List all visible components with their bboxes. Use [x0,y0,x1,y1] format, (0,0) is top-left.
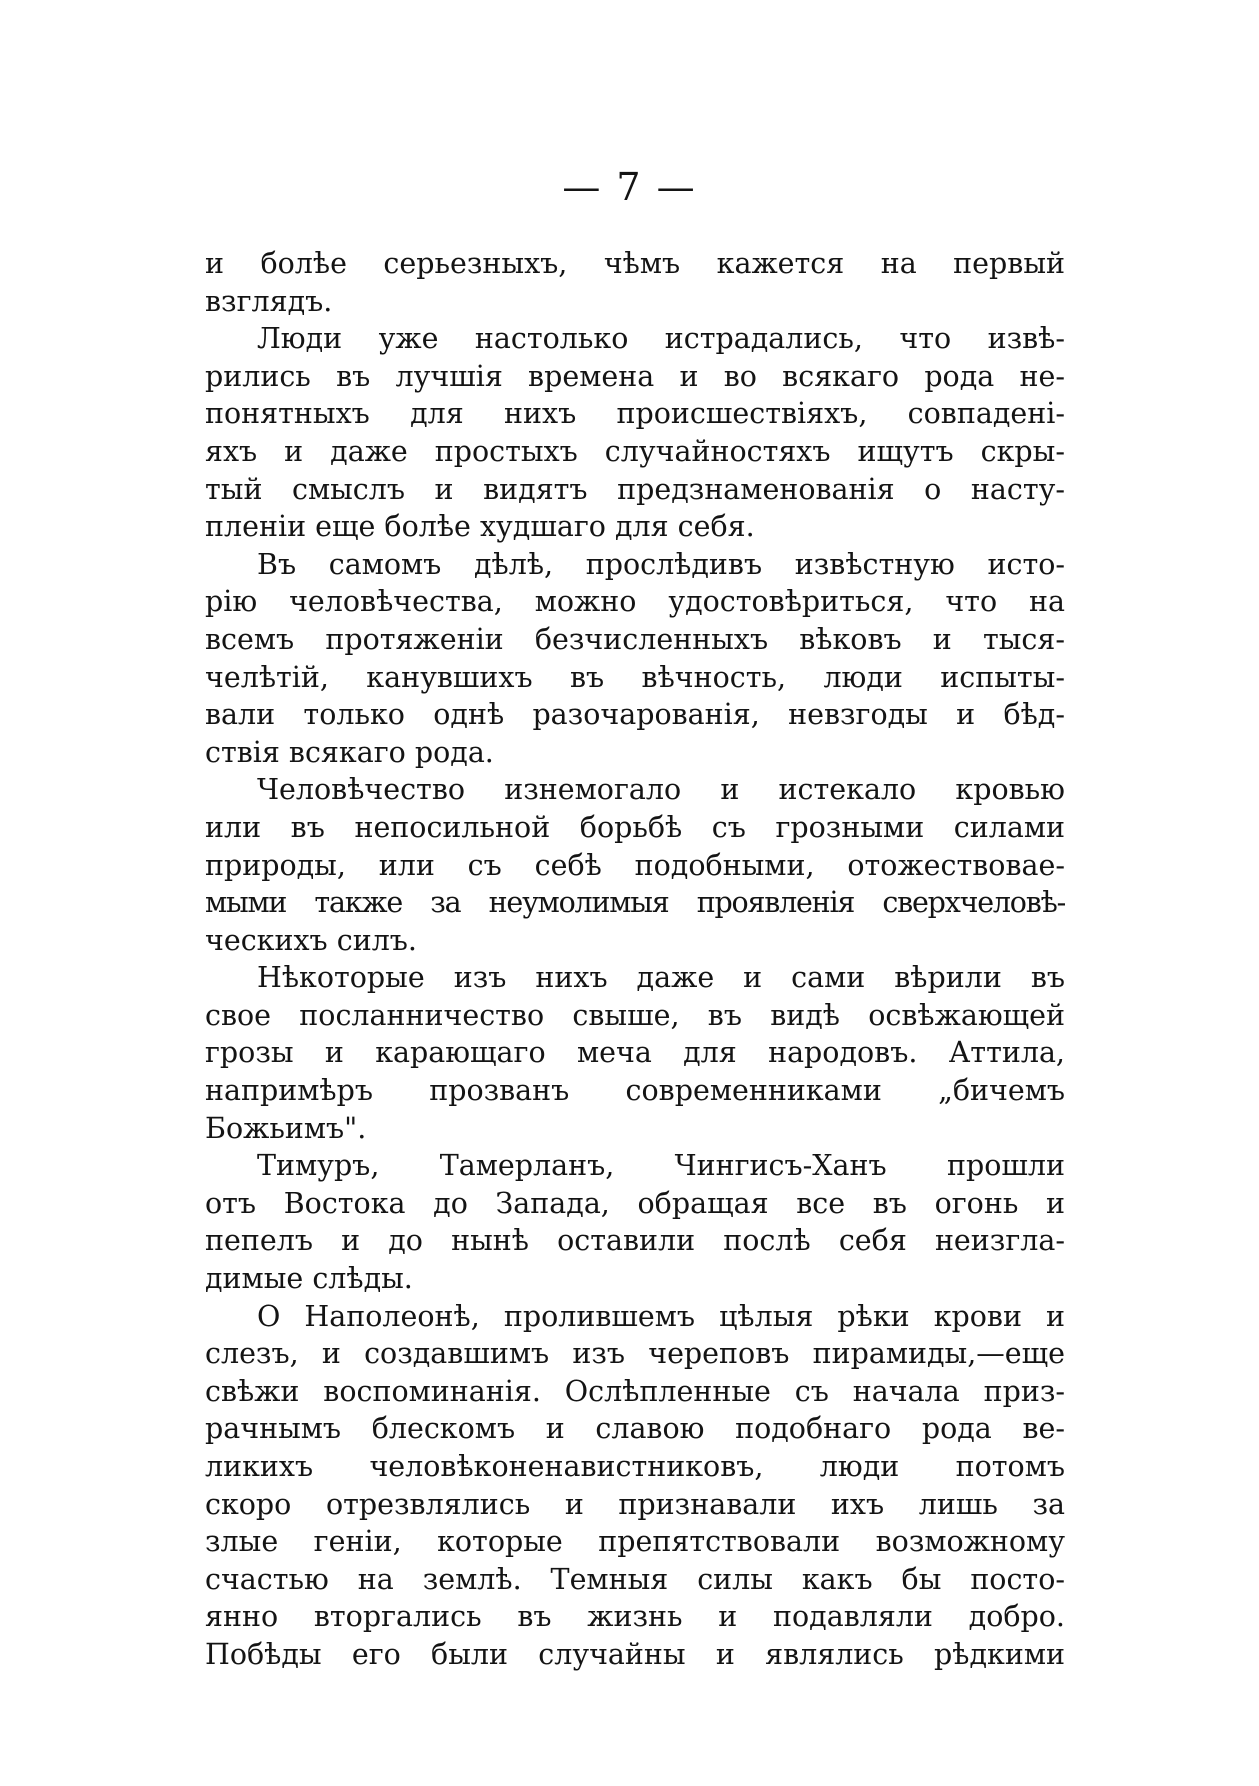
text-line: О Наполеонѣ, пролившемъ цѣлыя рѣки крови и [257,1299,1065,1333]
paragraph [205,245,1065,320]
text-line: отъ Востока до Запада, обращая все въ огонь и [205,1186,1065,1220]
text-line: злые геніи, которые препятствовали возможному [205,1525,1065,1559]
text-line: Человѣчество изнемогало и истекало кровью [257,773,1065,807]
text-line: Божьимъ". [205,1111,367,1145]
text-line: рію человѣчества, можно удостовѣриться, что на [205,585,1065,619]
text-line: янно вторгались въ жизнь и подавляли добро. [205,1600,1065,1634]
paragraph [205,1298,1065,1674]
text-line: свѣжи воспоминанія. Ослѣпленные съ начала приз- [205,1374,1065,1408]
text-line: свое посланничество свыше, въ видѣ освѣжающей [205,998,1065,1032]
text-line: ческихъ силъ. [205,923,417,957]
paragraph [205,771,1065,959]
text-line: понятныхъ для нихъ происшествіяхъ, совпаденi- [205,397,1065,431]
text-line: Тимуръ, Тамерланъ, Чингисъ-Ханъ прошли [257,1149,1065,1183]
text-line: ликихъ человѣконенавистниковъ, люди потомъ [205,1450,1065,1483]
text-line: Въ самомъ дѣлѣ, прослѣдивъ извѣстную исто- [257,547,1065,581]
text-line: димые слѣды. [205,1262,413,1296]
text-line: или въ непосильной борьбѣ съ грозными силами [205,810,1065,844]
text-line: Побѣды его были случайны и являлись рѣдкими [205,1637,1065,1671]
text-line: Нѣкоторые изъ нихъ даже и сами вѣрили въ [257,961,1065,995]
text-line: грозы и карающаго меча для народовъ. Аттила, [205,1036,1065,1070]
text-line: тый смыслъ и видятъ предзнаменованія о насту- [205,472,1065,506]
paragraph [205,959,1065,1147]
paragraph [205,320,1065,546]
text-line: ствія всякаго рода. [205,735,494,769]
paragraph [205,1147,1065,1297]
text-line: и болѣе серьезныхъ, чѣмъ кажется на первый [205,247,1065,280]
text-line: рачнымъ блескомъ и славою подобнаго рода ве- [205,1412,1065,1446]
paragraph [205,546,1065,772]
text-line: яхъ и даже простыхъ случайностяхъ ищутъ скры- [205,434,1065,468]
text-line: пепелъ и до нынѣ оставили послѣ себя неизгла- [205,1224,1065,1258]
text-line: рились въ лучшія времена и во всякаго рода не- [205,359,1065,393]
text-line: всемъ протяженіи безчисленныхъ вѣковъ и тыся- [205,622,1065,656]
text-line: природы, или съ себѣ подобными, отожествовае- [205,848,1065,882]
text-line: Люди уже настолько истрадались, что извѣ- [257,322,1065,356]
text-line: скоро отрезвлялись и признавали ихъ лишь за [205,1487,1065,1521]
text-line: вали только однѣ разочарованія, невзгоды и бѣд- [205,698,1065,732]
text-line: напримѣръ прозванъ современниками „бичемъ [205,1074,1065,1108]
body-text [205,245,1065,1674]
text-line: счастью на землѣ. Темныя силы какъ бы посто- [205,1562,1065,1596]
text-line: пленіи еще болѣе худшаго для себя. [205,510,755,544]
text-line: мыми также за неумолимыя проявленія сверхчеловѣ- [205,886,1065,920]
text-line: челѣтій, канувшихъ въ вѣчность, люди испыты- [205,660,1065,694]
text-line: слезъ, и создавшимъ изъ череповъ пирамиды,—еще [205,1337,1065,1371]
page-number: — 7 — [562,165,697,209]
text-line: взглядъ. [205,284,333,318]
